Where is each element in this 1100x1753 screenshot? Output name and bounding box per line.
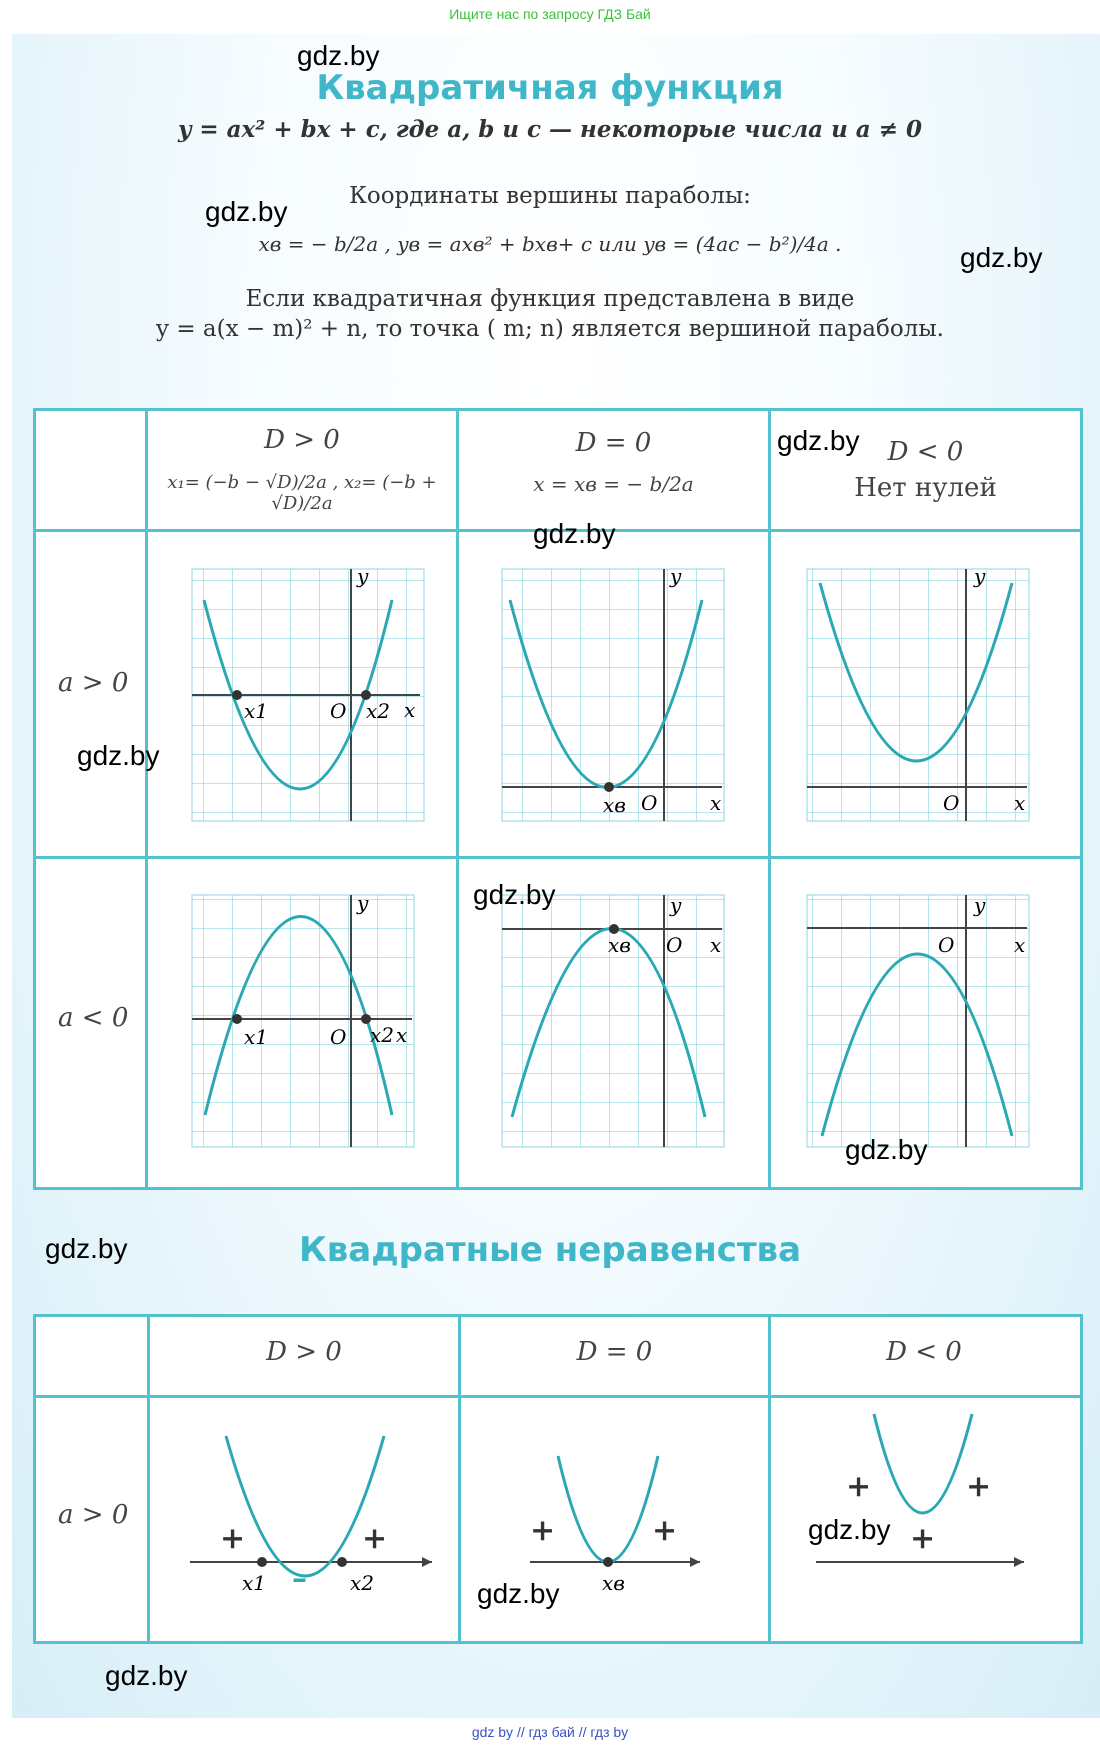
x1-label: x1	[242, 1571, 267, 1595]
x2-label: x2	[350, 1571, 375, 1595]
plus-sign: +	[220, 1521, 246, 1556]
watermark: gdz.by	[477, 1578, 560, 1609]
y-label: y	[670, 893, 682, 917]
col-d-negative-note: Нет нулей	[854, 473, 997, 503]
bottom-links[interactable]: gdz by // гдз бай // гдз by	[471, 1724, 629, 1740]
row-a-negative-label: a < 0	[58, 1003, 129, 1033]
vertex-form-line2: y = a(x − m)² + n, то точка ( m; n) является вершиной параболы.	[156, 316, 944, 342]
col-d-positive-head: D > 0	[264, 425, 340, 455]
xv-label: xв	[608, 933, 631, 957]
watermark: gdz.by	[533, 518, 616, 549]
sketch-d-positive	[190, 1436, 432, 1596]
ineq-col-d-zero: D = 0	[576, 1337, 653, 1367]
plus-sign: +	[966, 1469, 992, 1504]
page-title: Квадратичная функция	[316, 68, 784, 108]
x-label: x	[1014, 791, 1026, 815]
plus-sign: +	[362, 1521, 388, 1556]
row-a-positive-label: a > 0	[58, 668, 129, 698]
y-label: y	[670, 564, 682, 588]
plus-sign: +	[652, 1513, 678, 1548]
col-d-negative-head: D < 0	[887, 437, 964, 467]
ineq-col-d-negative: D < 0	[886, 1337, 962, 1367]
x-label: x	[1014, 933, 1026, 957]
x1-label: x1	[244, 699, 269, 723]
y-label: y	[974, 893, 986, 917]
root-point	[257, 1557, 267, 1567]
col-d-zero-head: D = 0	[575, 428, 652, 458]
watermark: gdz.by	[297, 40, 380, 71]
vertex-formula: xв = − b/2a , yв = axв² + bxв+ c или yв = (4ac − b²)/4a .	[258, 232, 842, 256]
vertex-heading: Координаты вершины параболы:	[349, 183, 751, 209]
x-label: x	[396, 1023, 408, 1047]
vertex-form-line1: Если квадратичная функция представлена в виде	[245, 286, 855, 312]
plus-sign: +	[910, 1521, 936, 1556]
root-point	[337, 1557, 347, 1567]
watermark: gdz.by	[105, 1660, 188, 1691]
x1-label: x1	[244, 1025, 269, 1049]
col-d-zero-root: x = xв = − b/2a	[533, 472, 694, 496]
xv-label: xв	[603, 793, 626, 817]
watermark: gdz.by	[77, 740, 160, 771]
definition-line: y = ax² + bx + c, где a, b и c — некоторые числа и a ≠ 0	[178, 116, 922, 143]
vertex-point	[603, 1557, 613, 1567]
top-search-link[interactable]: Ищите нас по запросу ГДЗ Бай	[449, 6, 651, 22]
origin-label: O	[666, 933, 683, 957]
ineq-row-a-positive-label: a > 0	[58, 1500, 129, 1530]
origin-label: O	[330, 1025, 347, 1049]
parabola	[226, 1436, 384, 1576]
watermark: gdz.by	[845, 1134, 928, 1165]
x-label: x	[710, 933, 722, 957]
parabola	[874, 1414, 972, 1513]
watermark: gdz.by	[473, 879, 556, 910]
watermark: gdz.by	[777, 425, 860, 456]
watermark: gdz.by	[808, 1514, 891, 1545]
x-label: x	[710, 791, 722, 815]
minus-sign: –	[292, 1561, 307, 1596]
origin-label: O	[641, 791, 658, 815]
section-title-inequalities: Квадратные неравенства	[298, 1230, 802, 1270]
plus-sign: +	[846, 1469, 872, 1504]
y-label: y	[974, 564, 986, 588]
col-d-positive-roots: x₁= (−b − √D)/2a , x₂= (−b + √D)/2a	[167, 472, 437, 514]
x2-label: x2	[370, 1023, 395, 1047]
xv-label: xв	[602, 1571, 625, 1595]
plus-sign: +	[530, 1513, 556, 1548]
x2-label: x2	[366, 699, 391, 723]
y-label: y	[357, 891, 369, 915]
sketch-d-zero	[530, 1456, 700, 1595]
y-label: y	[357, 564, 369, 588]
origin-label: O	[938, 933, 955, 957]
watermark: gdz.by	[45, 1233, 128, 1264]
ineq-col-d-positive: D > 0	[266, 1337, 342, 1367]
parabola	[558, 1456, 658, 1562]
origin-label: O	[330, 699, 347, 723]
watermark: gdz.by	[205, 196, 288, 227]
origin-label: O	[943, 791, 960, 815]
watermark: gdz.by	[960, 242, 1043, 273]
x-label: x	[404, 698, 416, 722]
